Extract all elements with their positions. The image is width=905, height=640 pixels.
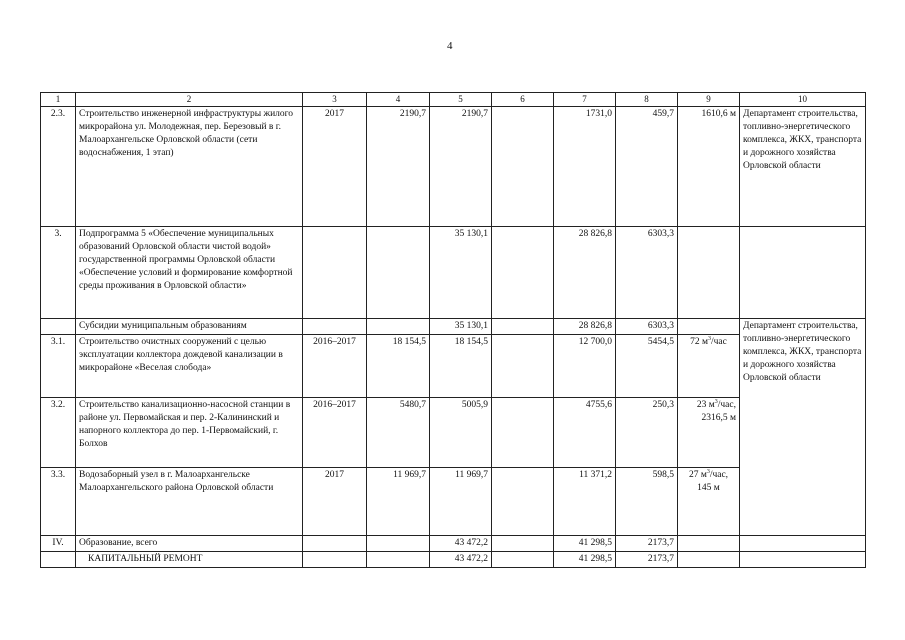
- row-col4: 18 154,5: [367, 335, 430, 398]
- row-name: Образование, всего: [76, 536, 303, 552]
- column-header: 8: [616, 93, 678, 107]
- table-row: [41, 107, 866, 227]
- column-header: 7: [554, 93, 616, 107]
- row-years: [303, 536, 367, 552]
- row-responsible: [740, 552, 866, 568]
- row-col9: 27 $м^3$/час, 145 м: [678, 468, 740, 536]
- table-row: [41, 536, 866, 552]
- budget-table: [40, 92, 866, 568]
- row-col7: 28 826,8: [554, 319, 616, 335]
- row-years: [303, 319, 367, 335]
- row-col7: 12 700,0: [554, 335, 616, 398]
- row-col9: [678, 552, 740, 568]
- row-col6: [492, 335, 554, 398]
- column-header: 3: [303, 93, 367, 107]
- row-col5: 11 969,7: [430, 468, 492, 536]
- row-col9: [678, 319, 740, 335]
- row-col8: 6303,3: [616, 227, 678, 319]
- row-col4: 2190,7: [367, 107, 430, 227]
- row-years: 2016–2017: [303, 398, 367, 468]
- row-number: [41, 552, 76, 568]
- column-header: 2: [76, 93, 303, 107]
- row-number: 3.: [41, 227, 76, 319]
- row-col8: 598,5: [616, 468, 678, 536]
- column-header: 1: [41, 93, 76, 107]
- header-row: [41, 93, 866, 107]
- row-col9: 72 $м^3$/час: [678, 335, 740, 398]
- row-name: Субсидии муниципальным образованиям: [76, 319, 303, 335]
- row-years: 2017: [303, 468, 367, 536]
- row-col5: 43 472,2: [430, 552, 492, 568]
- row-col5: 35 130,1: [430, 227, 492, 319]
- row-col7: 1731,0: [554, 107, 616, 227]
- row-col6: [492, 227, 554, 319]
- row-col5: 18 154,5: [430, 335, 492, 398]
- merged-responsible: Департамент строительства, топливно-энергетического комплекса, ЖКХ, транспорта и дорожного хозяйства Орловской области: [740, 319, 866, 536]
- row-col4: [367, 536, 430, 552]
- column-header: 9: [678, 93, 740, 107]
- row-col4: [367, 227, 430, 319]
- row-col9: 1610,6 м: [678, 107, 740, 227]
- row-name: КАПИТАЛЬНЫЙ РЕМОНТ: [76, 552, 303, 568]
- column-header: 10: [740, 93, 866, 107]
- row-col6: [492, 319, 554, 335]
- row-col8: 2173,7: [616, 552, 678, 568]
- row-name: Строительство инженерной инфраструктуры жилого микрорайона ул. Молодежная, пер. Березовый в г. Малоархангельске Орловской области (сети водоснабжения, 1 этап): [76, 107, 303, 227]
- row-responsible: [740, 227, 866, 319]
- row-responsible: Департамент строительства, топливно-энергетического комплекса, ЖКХ, транспорта и дорожного хозяйства Орловской области: [740, 107, 866, 227]
- row-col9: 23 $м^3$/час, 2316,5 м: [678, 398, 740, 468]
- row-col9: [678, 227, 740, 319]
- row-years: [303, 227, 367, 319]
- row-col9: [678, 536, 740, 552]
- row-col8: 5454,5: [616, 335, 678, 398]
- row-col8: 2173,7: [616, 536, 678, 552]
- row-number: IV.: [41, 536, 76, 552]
- column-header: 5: [430, 93, 492, 107]
- column-header: 4: [367, 93, 430, 107]
- row-col6: [492, 107, 554, 227]
- row-years: 2017: [303, 107, 367, 227]
- row-col6: [492, 398, 554, 468]
- row-number: 3.3.: [41, 468, 76, 536]
- row-col4: 5480,7: [367, 398, 430, 468]
- row-col5: 2190,7: [430, 107, 492, 227]
- row-number: 2.3.: [41, 107, 76, 227]
- row-col8: 459,7: [616, 107, 678, 227]
- page-number: 4: [447, 40, 453, 52]
- row-col7: 41 298,5: [554, 552, 616, 568]
- row-col5: 5005,9: [430, 398, 492, 468]
- row-col7: 28 826,8: [554, 227, 616, 319]
- row-col7: 41 298,5: [554, 536, 616, 552]
- row-col5: 35 130,1: [430, 319, 492, 335]
- row-years: 2016–2017: [303, 335, 367, 398]
- row-col6: [492, 536, 554, 552]
- row-name: Строительство канализационно-насосной станции в районе ул. Первомайская и пер. 2-Калининский и напорного коллектора до пер. 1-Первомайский, г. Болхов: [76, 398, 303, 468]
- row-col6: [492, 552, 554, 568]
- row-name: Строительство очистных сооружений с целью эксплуатации коллектора дождевой канализации в микрорайоне «Веселая слобода»: [76, 335, 303, 398]
- row-col4: [367, 552, 430, 568]
- row-col4: 11 969,7: [367, 468, 430, 536]
- row-years: [303, 552, 367, 568]
- table-row: [41, 319, 866, 335]
- row-col5: 43 472,2: [430, 536, 492, 552]
- row-name: Водозаборный узел в г. Малоархангельске Малоархангельского района Орловской области: [76, 468, 303, 536]
- table-row: [41, 227, 866, 319]
- row-col8: 6303,3: [616, 319, 678, 335]
- row-name: Подпрограмма 5 «Обеспечение муниципальных образований Орловской области чистой водой» государственной программы Орловской области «Обеспечение условий и формирование комфортной среды проживания в Орловской области»: [76, 227, 303, 319]
- table-row: [41, 552, 866, 568]
- row-col8: 250,3: [616, 398, 678, 468]
- row-number: 3.2.: [41, 398, 76, 468]
- row-col7: 11 371,2: [554, 468, 616, 536]
- row-col6: [492, 468, 554, 536]
- row-col7: 4755,6: [554, 398, 616, 468]
- row-number: [41, 319, 76, 335]
- column-header: 6: [492, 93, 554, 107]
- row-number: 3.1.: [41, 335, 76, 398]
- row-col4: [367, 319, 430, 335]
- row-responsible: [740, 536, 866, 552]
